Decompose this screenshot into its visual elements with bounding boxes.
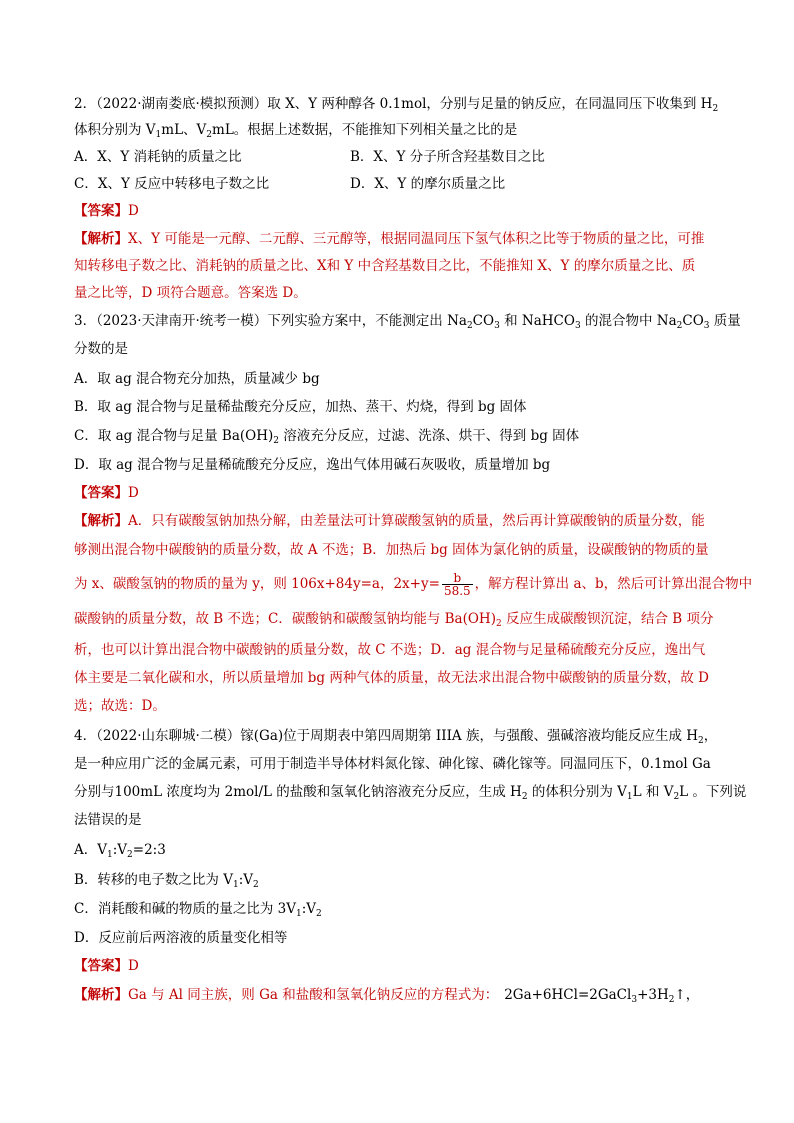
q4-stem-line4: 法错误的是	[74, 812, 142, 828]
q3-analysis-line5: 析，也可以计算出混合物中碳酸钠的质量分数，故 C 不选；D．ag 混合物与足量稀硫酸充分反应，逸出气	[74, 642, 706, 658]
q3-analysis-line1: 【解析】A．只有碳酸氢钠加热分解，由差量法可计算碳酸氢钠的质量，然后再计算碳酸钠的质量分数，能	[74, 513, 705, 529]
q4-answer: 【答案】D	[74, 958, 139, 974]
q4-option-a: A．$V_1:V_2=2:3$	[74, 842, 166, 860]
q4-stem-line2: 是一种应用广泛的金属元素，可用于制造半导体材料氮化镓、砷化镓、磷化镓等。同温同压下，0.1mol Ga	[74, 756, 711, 772]
q4-option-c: C．消耗酸和碱的物质的量之比为 $3V_1:V_2$	[74, 901, 322, 919]
q3-option-b: B．取 ag 混合物与足量稀盐酸充分反应，加热、蒸干、灼烧，得到 bg 固体	[74, 399, 527, 415]
q4-option-d: D．反应前后两溶液的质量变化相等	[74, 930, 288, 946]
q2-option-d: D．X、Y 的摩尔质量之比	[350, 176, 506, 192]
q2-option-a: A．X、Y 消耗钠的质量之比	[74, 149, 242, 165]
q2-option-c: C．X、Y 反应中转移电子数之比	[74, 176, 270, 192]
q2-options-row2	[74, 174, 734, 194]
q3-stem-line2: 分数的是	[74, 341, 128, 357]
q3-answer: 【答案】D	[74, 485, 139, 501]
q2-analysis-line1: 【解析】X、Y 可能是一元醇、二元醇、三元醇等，根据同温同压下氢气体积之比等于物质的量之比，可推	[74, 231, 705, 247]
q3-analysis-line2: 够测出混合物中碳酸钠的质量分数，故 A 不选；B．加热后 bg 固体为氯化钠的质量，设碳酸钠的物质的量	[74, 542, 709, 558]
q3-analysis-line4: 碳酸钠的质量分数，故 B 不选；C．碳酸钠和碳酸氢钠均能与 $Ba(OH)_2$ 反应生成碳酸钡沉淀，结合 B 项分	[74, 611, 714, 629]
q4-stem-line3: 分别与100mL 浓度均为 2mol/L 的盐酸和氢氧化钠溶液充分反应，生成 $H_2$ 的体积分别为 $V_1L$ 和 $V_2L$ 。下列说	[74, 784, 747, 802]
q3-stem-line1: 3．（2023·天津南开·统考一模）下列实验方案中，不能测定出 $Na_2CO_3$ 和 NaHCO$_3$ 的混合物中 $Na_2CO_3$ 质量	[74, 313, 741, 331]
q2-analysis-line2: 知转移电子数之比、消耗钠的质量之比、X和 Y 中含羟基数目之比，不能推知 X、Y 的摩尔质量之比、质	[74, 258, 696, 274]
q3-option-d: D．取 ag 混合物与足量稀硫酸充分反应，逸出气体用碱石灰吸收，质量增加 bg	[74, 457, 551, 473]
q3-option-a: A．取 ag 混合物充分加热，质量减少 bg	[74, 371, 320, 387]
q2-stem-line1: 2．（2022·湖南娄底·模拟预测）取 X、Y 两种醇各 0.1mol，分别与足量的钠反应，在同温同压下收集到 $H_2$	[74, 96, 719, 114]
q4-analysis-line1: 【解析】Ga 与 Al 同主族，则 Ga 和盐酸和氢氧化钠反应的方程式为： $2Ga+6HCl=2GaCl_3+3H_2↑$，	[74, 987, 700, 1005]
q2-options-row1	[74, 147, 734, 167]
q4-option-b: B．转移的电子数之比为 $V_1:V_2$	[74, 872, 259, 890]
q3-analysis-line3: 为 x、碳酸氢钠的物质的量为 y，则 106x+84y=a，2x+y= $\frac{b}{58.5}$ ，解方程计算出 a、b，然后可计算出混合物中	[74, 571, 753, 598]
q2-answer: 【答案】D	[74, 203, 139, 219]
q3-analysis-line6: 体主要是二氧化碳和水，所以质量增加 bg 两种气体的质量，故无法求出混合物中碳酸钠的质量分数，故 D	[74, 670, 709, 686]
q3-option-c: C．取 ag 混合物与足量 $Ba(OH)_2$ 溶液充分反应，过滤、洗涤、烘干、得到 bg 固体	[74, 428, 580, 446]
q2-option-b: B．X、Y 分子所含羟基数目之比	[350, 149, 545, 165]
q3-analysis-line7: 选；故选：D。	[74, 698, 166, 714]
fraction: $\frac{b}{58.5}$	[443, 571, 471, 598]
q4-stem-line1: 4．（2022·山东聊城·二模）镓(Ga)位于周期表中第四周期第 IIIA 族，与强酸、强碱溶液均能反应生成 $H_2$，	[74, 728, 718, 746]
q2-stem-line2: 体积分别为 $V_1mL$、$V_2mL$。根据上述数据，不能推知下列相关量之比的是	[74, 122, 518, 140]
q2-analysis-line3: 量之比等，D 项符合题意。答案选 D。	[74, 285, 307, 301]
